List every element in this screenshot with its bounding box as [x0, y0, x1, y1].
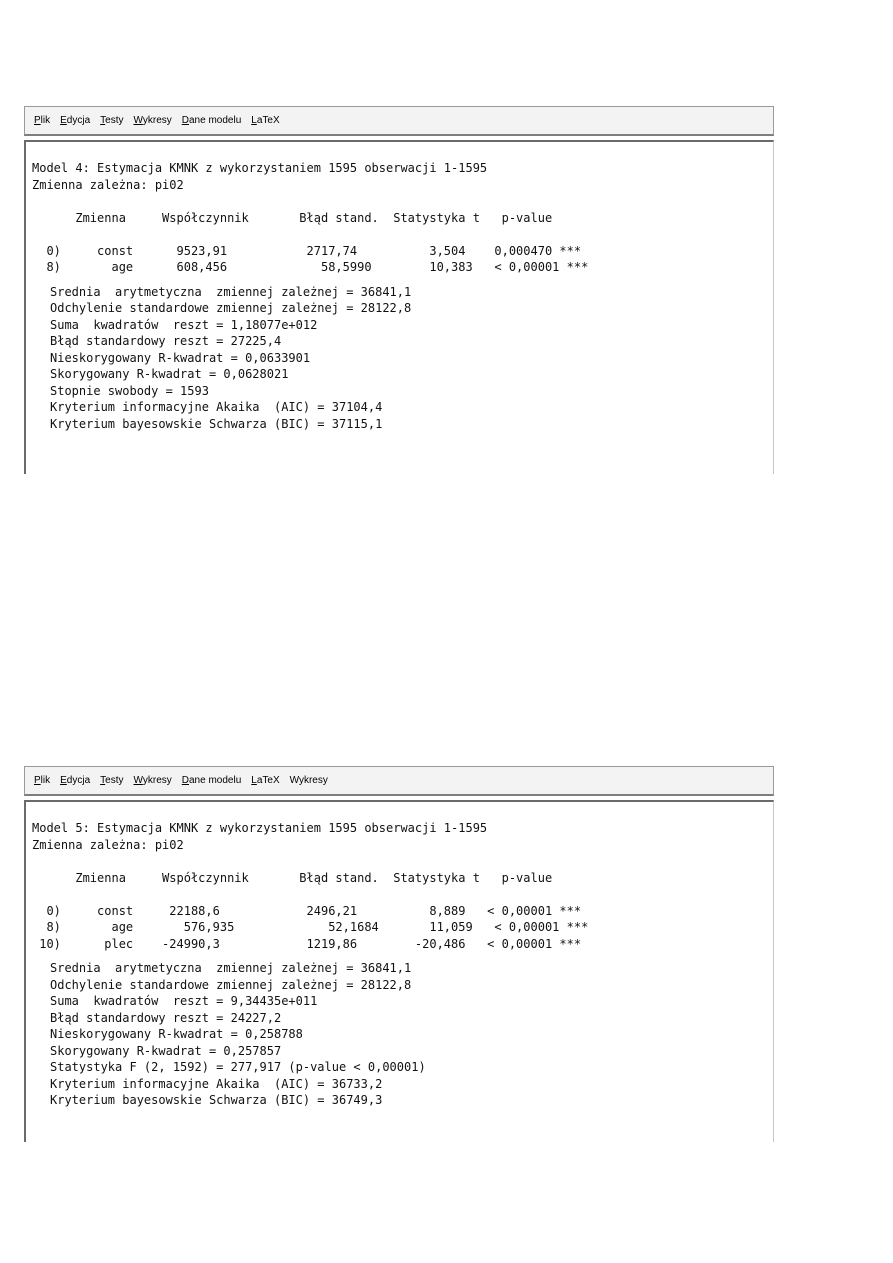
stat-mean: Srednia arytmetyczna zmiennej zależnej = 36841,1 — [50, 961, 412, 975]
menu-testy[interactable]: Testy — [100, 115, 124, 126]
menu-bar — [24, 106, 774, 136]
menu-bar — [24, 766, 774, 796]
stat-aic: Kryterium informacyjne Akaika (AIC) = 36733,2 — [50, 1076, 383, 1091]
menu-latex[interactable]: LaTeX — [251, 775, 280, 786]
menu-edycja[interactable]: Edycja — [60, 775, 91, 786]
stat-bic: Kryterium bayesowskie Schwarza (BIC) = 36749,3 — [50, 1093, 383, 1107]
stat-mean: Srednia arytmetyczna zmiennej zależnej = 36841,1 — [50, 284, 412, 299]
menu-wykresy[interactable]: Wykresy — [133, 775, 172, 786]
stat-aic: Kryterium informacyjne Akaika (AIC) = 37104,4 — [50, 400, 383, 414]
model-title: Model 5: Estymacja KMNK z wykorzystaniem 1595 obserwacji 1-1595 — [32, 821, 488, 835]
menu-testy[interactable]: Testy — [100, 775, 124, 786]
model-title: Model 4: Estymacja KMNK z wykorzystaniem 1595 obserwacji 1-1595 — [32, 161, 488, 175]
stat-std-dev: Odchylenie standardowe zmiennej zależnej = 28122,8 — [50, 301, 412, 315]
stat-ssr: Suma kwadratów reszt = 1,18077e+012 — [50, 317, 318, 332]
stat-std-error: Błąd standardowy reszt = 24227,2 — [50, 1010, 282, 1025]
coefficient-row-age: 8) age 576,935 52,1684 11,059 < 0,00001 *** — [32, 920, 589, 934]
dependent-variable: Zmienna zależna: pi02 — [32, 837, 184, 852]
menu-edycja[interactable]: Edycja — [60, 115, 91, 126]
stat-r-squared: Nieskorygowany R-kwadrat = 0,0633901 — [50, 350, 311, 365]
coefficient-table-header: Zmienna Współczynnik Błąd stand. Statystyka t p-value — [32, 210, 553, 225]
menu-plik[interactable]: Plik — [34, 775, 51, 786]
stat-degrees-of-freedom: Stopnie swobody = 1593 — [50, 383, 209, 398]
stat-adj-r-squared: Skorygowany R-kwadrat = 0,257857 — [50, 1043, 282, 1058]
stat-adj-r-squared: Skorygowany R-kwadrat = 0,0628021 — [50, 367, 289, 381]
stat-bic: Kryterium bayesowskie Schwarza (BIC) = 37115,1 — [50, 416, 383, 431]
model-4-window — [24, 106, 774, 474]
stat-r-squared: Nieskorygowany R-kwadrat = 0,258788 — [50, 1027, 303, 1041]
model-output-text[interactable] — [24, 800, 774, 1142]
coefficient-row-plec: 10) plec -24990,3 1219,86 -20,486 < 0,00001 *** — [32, 936, 582, 951]
coefficient-row-age: 8) age 608,456 58,5990 10,383 < 0,00001 *** — [32, 260, 589, 274]
stat-ssr: Suma kwadratów reszt = 9,34435e+011 — [50, 994, 318, 1008]
coefficient-row-const: 0) const 9523,91 2717,74 3,504 0,000470 *** — [32, 243, 582, 258]
menu-dane-modelu[interactable]: Dane modelu — [181, 115, 242, 126]
menu-wykresy[interactable]: Wykresy — [133, 115, 172, 126]
dependent-variable: Zmienna zależna: pi02 — [32, 177, 184, 192]
stat-std-error: Błąd standardowy reszt = 27225,4 — [50, 334, 282, 348]
menu-latex[interactable]: LaTeX — [251, 115, 280, 126]
model-5-window — [24, 766, 774, 1142]
model-output-text[interactable] — [24, 140, 774, 474]
menu-dane-modelu[interactable]: Dane modelu — [181, 775, 242, 786]
stat-f-statistic: Statystyka F (2, 1592) = 277,917 (p-value < 0,00001) — [50, 1060, 426, 1074]
coefficient-row-const: 0) const 22188,6 2496,21 8,889 < 0,00001 *** — [32, 903, 582, 918]
stat-std-dev: Odchylenie standardowe zmiennej zależnej = 28122,8 — [50, 977, 412, 992]
coefficient-table-header: Zmienna Współczynnik Błąd stand. Statystyka t p-value — [32, 870, 553, 885]
menu-wykresy-2[interactable]: Wykresy — [289, 775, 328, 786]
menu-plik[interactable]: Plik — [34, 115, 51, 126]
